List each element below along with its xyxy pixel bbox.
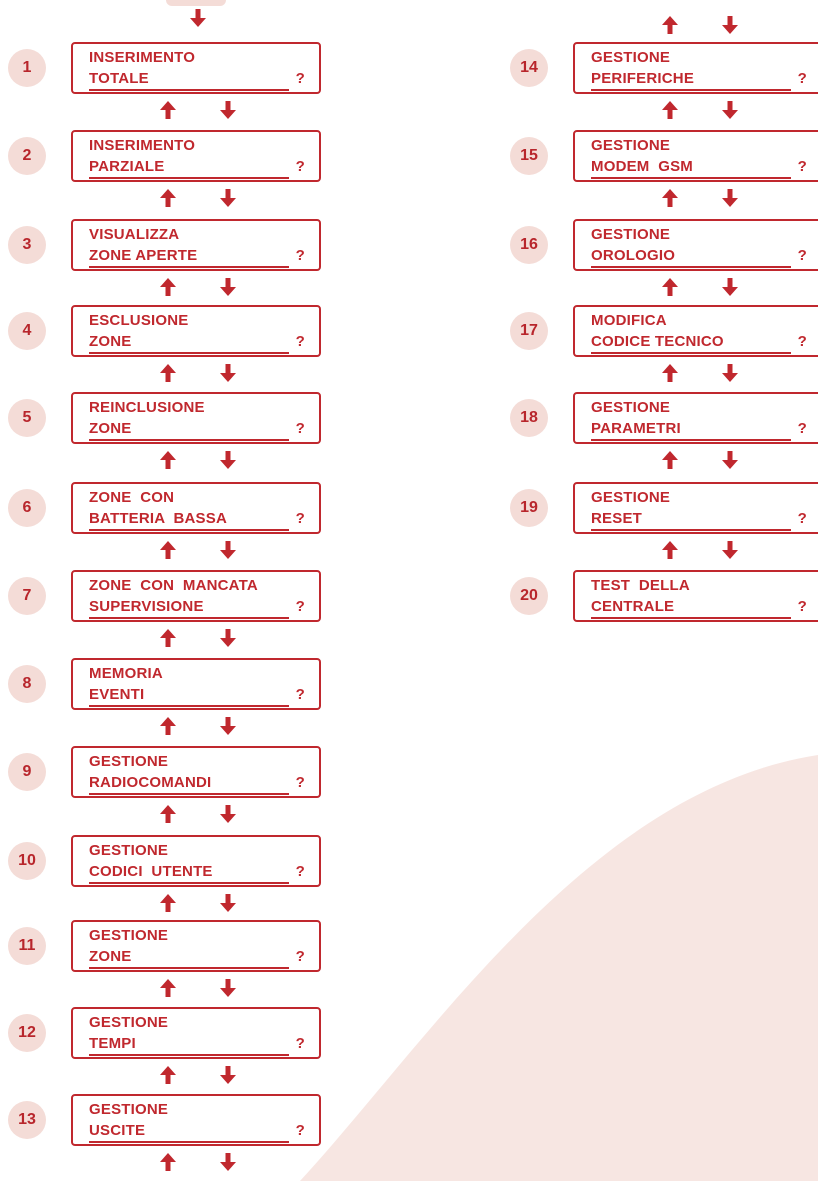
step-number-badge: 19 bbox=[510, 489, 548, 527]
question-mark: ? bbox=[797, 247, 807, 264]
menu-item-line2: OROLOGIO bbox=[591, 247, 676, 264]
question-mark: ? bbox=[295, 333, 305, 350]
menu-item-line1: INSERIMENTO bbox=[89, 49, 196, 66]
question-mark: ? bbox=[295, 70, 305, 87]
menu-item-line1: INSERIMENTO bbox=[89, 137, 196, 154]
arrow-up-icon bbox=[662, 278, 678, 296]
step-number-badge: 8 bbox=[8, 665, 46, 703]
question-mark: ? bbox=[295, 420, 305, 437]
step-number-badge: 14 bbox=[510, 49, 548, 87]
menu-item-line2: MODEM GSM bbox=[591, 158, 693, 175]
menu-item-line1: GESTIONE bbox=[89, 927, 169, 944]
menu-item-box[interactable] bbox=[71, 920, 321, 972]
menu-item-line2: EVENTI bbox=[89, 686, 145, 703]
step-number-badge: 12 bbox=[8, 1014, 46, 1052]
arrow-down-icon bbox=[220, 979, 236, 997]
step-number-badge: 9 bbox=[8, 753, 46, 791]
arrow-down-icon bbox=[220, 364, 236, 382]
step-number-badge: 18 bbox=[510, 399, 548, 437]
step-number-badge: 3 bbox=[8, 226, 46, 264]
menu-item-box[interactable] bbox=[573, 219, 818, 271]
menu-item-line1: GESTIONE bbox=[89, 753, 169, 770]
cursor-underline bbox=[591, 266, 791, 268]
question-mark: ? bbox=[295, 686, 305, 703]
question-mark: ? bbox=[295, 247, 305, 264]
menu-item-line2: SUPERVISIONE bbox=[89, 598, 204, 615]
menu-item-line1: GESTIONE bbox=[89, 842, 169, 859]
arrow-down-icon bbox=[220, 278, 236, 296]
arrow-up-icon bbox=[160, 629, 176, 647]
cursor-underline bbox=[591, 529, 791, 531]
cursor-underline bbox=[89, 705, 289, 707]
arrow-down-icon bbox=[220, 894, 236, 912]
cursor-underline bbox=[89, 89, 289, 91]
arrow-up-icon bbox=[160, 805, 176, 823]
question-mark: ? bbox=[797, 598, 807, 615]
menu-item-box[interactable] bbox=[71, 305, 321, 357]
menu-item-box[interactable] bbox=[71, 130, 321, 182]
menu-item-line1: GESTIONE bbox=[591, 226, 671, 243]
menu-item-box[interactable] bbox=[71, 570, 321, 622]
cursor-underline bbox=[591, 439, 791, 441]
menu-item-box[interactable] bbox=[71, 1007, 321, 1059]
arrow-up-icon bbox=[160, 894, 176, 912]
step-number-badge: 1 bbox=[8, 49, 46, 87]
question-mark: ? bbox=[295, 598, 305, 615]
arrow-down-icon bbox=[722, 189, 738, 207]
menu-item-box[interactable] bbox=[71, 1094, 321, 1146]
menu-item-line1: TEST DELLA bbox=[591, 577, 690, 594]
menu-item-line2: CODICI UTENTE bbox=[89, 863, 213, 880]
menu-item-line2: ZONE APERTE bbox=[89, 247, 198, 264]
menu-item-line1: GESTIONE bbox=[591, 49, 671, 66]
arrow-up-icon bbox=[662, 101, 678, 119]
menu-item-line1: REINCLUSIONE bbox=[89, 399, 205, 416]
menu-item-line2: ZONE bbox=[89, 333, 132, 350]
arrow-up-icon bbox=[662, 451, 678, 469]
cursor-underline bbox=[591, 617, 791, 619]
arrow-up-icon bbox=[160, 541, 176, 559]
menu-item-line1: ZONE CON MANCATA bbox=[89, 577, 258, 594]
cursor-underline bbox=[89, 529, 289, 531]
cursor-underline bbox=[89, 1054, 289, 1056]
cursor-underline bbox=[89, 266, 289, 268]
step-number-badge: 10 bbox=[8, 842, 46, 880]
menu-item-line2: CENTRALE bbox=[591, 598, 675, 615]
cursor-underline bbox=[89, 882, 289, 884]
menu-item-line2: CODICE TECNICO bbox=[591, 333, 724, 350]
menu-item-line2: USCITE bbox=[89, 1122, 146, 1139]
arrow-up-icon bbox=[160, 278, 176, 296]
question-mark: ? bbox=[797, 333, 807, 350]
menu-item-line2: RESET bbox=[591, 510, 643, 527]
menu-item-line1: GESTIONE bbox=[591, 137, 671, 154]
step-number-badge: 16 bbox=[510, 226, 548, 264]
arrow-up-icon bbox=[160, 451, 176, 469]
menu-item-line1: GESTIONE bbox=[591, 399, 671, 416]
arrow-down-icon bbox=[220, 629, 236, 647]
cursor-underline bbox=[89, 352, 289, 354]
arrow-down-icon bbox=[220, 717, 236, 735]
step-number-badge: 20 bbox=[510, 577, 548, 615]
menu-item-line1: ESCLUSIONE bbox=[89, 312, 189, 329]
menu-item-box[interactable] bbox=[71, 482, 321, 534]
cursor-underline bbox=[89, 967, 289, 969]
arrow-down-icon bbox=[722, 16, 738, 34]
menu-item-line1: GESTIONE bbox=[89, 1101, 169, 1118]
cursor-underline bbox=[591, 352, 791, 354]
arrow-down-icon bbox=[220, 189, 236, 207]
question-mark: ? bbox=[797, 158, 807, 175]
arrow-up-icon bbox=[160, 1153, 176, 1171]
cursor-underline bbox=[89, 439, 289, 441]
step-number-badge: 17 bbox=[510, 312, 548, 350]
question-mark: ? bbox=[295, 1035, 305, 1052]
arrow-up-icon bbox=[160, 717, 176, 735]
menu-item-box[interactable] bbox=[573, 392, 818, 444]
question-mark: ? bbox=[295, 510, 305, 527]
arrow-up-icon bbox=[160, 101, 176, 119]
question-mark: ? bbox=[295, 863, 305, 880]
arrow-down-icon bbox=[190, 9, 206, 27]
arrow-down-icon bbox=[722, 451, 738, 469]
menu-item-line1: MEMORIA bbox=[89, 665, 163, 682]
menu-item-box[interactable] bbox=[71, 219, 321, 271]
arrow-down-icon bbox=[722, 101, 738, 119]
step-number-badge: 13 bbox=[8, 1101, 46, 1139]
menu-item-line1: GESTIONE bbox=[591, 489, 671, 506]
menu-item-box[interactable] bbox=[573, 305, 818, 357]
menu-item-box[interactable] bbox=[573, 482, 818, 534]
arrow-down-icon bbox=[220, 101, 236, 119]
menu-item-line2: TEMPI bbox=[89, 1035, 136, 1052]
arrow-down-icon bbox=[220, 805, 236, 823]
menu-item-line2: PARZIALE bbox=[89, 158, 165, 175]
arrow-up-icon bbox=[160, 364, 176, 382]
menu-item-line2: TOTALE bbox=[89, 70, 149, 87]
menu-item-box[interactable] bbox=[71, 658, 321, 710]
step-number-badge: 4 bbox=[8, 312, 46, 350]
menu-item-line1: VISUALIZZA bbox=[89, 226, 180, 243]
question-mark: ? bbox=[797, 510, 807, 527]
cursor-underline bbox=[89, 617, 289, 619]
step-number-badge: 2 bbox=[8, 137, 46, 175]
cursor-underline bbox=[591, 177, 791, 179]
arrow-up-icon bbox=[662, 364, 678, 382]
arrow-up-icon bbox=[662, 541, 678, 559]
arrow-down-icon bbox=[220, 541, 236, 559]
menu-item-box[interactable] bbox=[71, 746, 321, 798]
menu-item-line2: PERIFERICHE bbox=[591, 70, 695, 87]
arrow-down-icon bbox=[722, 278, 738, 296]
cursor-underline bbox=[89, 1141, 289, 1143]
arrow-down-icon bbox=[220, 1153, 236, 1171]
menu-item-line2: RADIOCOMANDI bbox=[89, 774, 212, 791]
question-mark: ? bbox=[295, 1122, 305, 1139]
question-mark: ? bbox=[295, 774, 305, 791]
menu-item-line1: ZONE CON bbox=[89, 489, 175, 506]
arrow-down-icon bbox=[220, 451, 236, 469]
question-mark: ? bbox=[295, 158, 305, 175]
question-mark: ? bbox=[797, 420, 807, 437]
menu-item-line2: PARAMETRI bbox=[591, 420, 681, 437]
arrow-up-icon bbox=[160, 1066, 176, 1084]
menu-item-box[interactable] bbox=[573, 130, 818, 182]
arrow-down-icon bbox=[722, 364, 738, 382]
menu-item-box[interactable] bbox=[71, 835, 321, 887]
cursor-underline bbox=[89, 177, 289, 179]
menu-item-line1: GESTIONE bbox=[89, 1014, 169, 1031]
arrow-up-icon bbox=[662, 16, 678, 34]
arrow-down-icon bbox=[722, 541, 738, 559]
menu-item-line1: MODIFICA bbox=[591, 312, 667, 329]
cursor-underline bbox=[89, 793, 289, 795]
question-mark: ? bbox=[295, 948, 305, 965]
arrow-up-icon bbox=[662, 189, 678, 207]
cursor-underline bbox=[591, 89, 791, 91]
step-number-badge: 11 bbox=[8, 927, 46, 965]
step-number-badge: 5 bbox=[8, 399, 46, 437]
menu-item-line2: ZONE bbox=[89, 948, 132, 965]
menu-item-box[interactable] bbox=[71, 42, 321, 94]
step-number-badge: 15 bbox=[510, 137, 548, 175]
menu-item-box[interactable] bbox=[573, 42, 818, 94]
menu-item-box[interactable] bbox=[573, 570, 818, 622]
entry-tab bbox=[166, 0, 226, 6]
arrow-up-icon bbox=[160, 979, 176, 997]
menu-item-line2: BATTERIA BASSA bbox=[89, 510, 227, 527]
arrow-up-icon bbox=[160, 189, 176, 207]
question-mark: ? bbox=[797, 70, 807, 87]
arrow-down-icon bbox=[220, 1066, 236, 1084]
menu-item-line2: ZONE bbox=[89, 420, 132, 437]
step-number-badge: 6 bbox=[8, 489, 46, 527]
step-number-badge: 7 bbox=[8, 577, 46, 615]
menu-item-box[interactable] bbox=[71, 392, 321, 444]
